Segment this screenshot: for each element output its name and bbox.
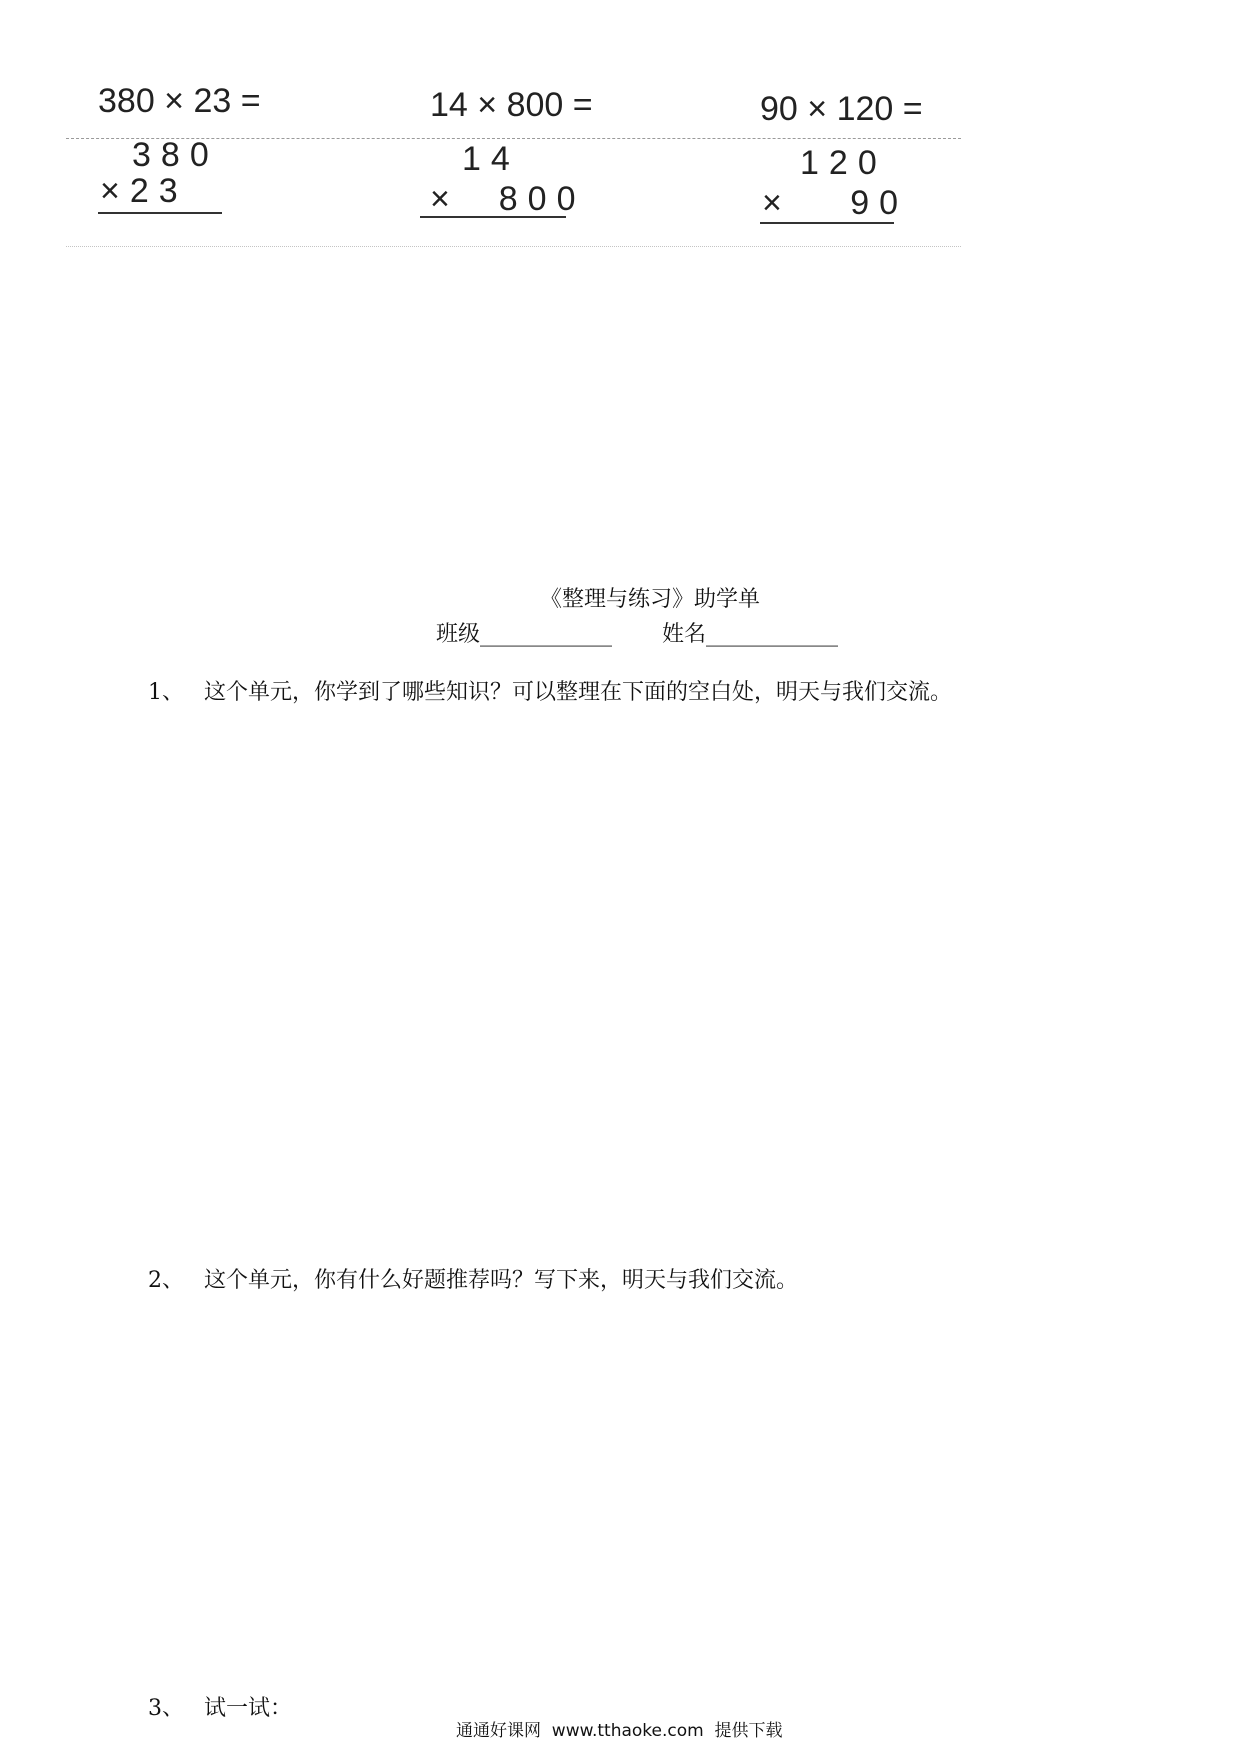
vertical-underline-3 [760,222,894,224]
class-field: 班级____________ [436,622,613,647]
name-field: 姓名____________ [662,622,839,647]
footer-credit: 通通好课网 www.tthaoke.com 提供下载 [456,1721,783,1741]
equation-1: 380 × 23 = [98,82,261,120]
question-3-number: 3、 [148,1696,184,1721]
question-1-number: 1、 [148,680,184,705]
worksheet-title: 《整理与练习》助学单 [540,587,761,612]
question-1-text: 这个单元，你学到了哪些知识？可以整理在下面的空白处，明天与我们交流。 [204,680,953,705]
vertical-bottom-2: × 800 [430,180,586,218]
question-3-text: 试一试： [204,1696,293,1721]
question-2 [134,1238,798,1294]
equation-2: 14 × 800 = [430,86,593,124]
vertical-bottom-3: × 90 [762,184,909,222]
question-3 [134,1666,292,1722]
question-1 [134,650,952,706]
vertical-top-1: 380 [132,136,219,174]
question-2-number: 2、 [148,1268,184,1293]
vertical-underline-2 [420,216,566,218]
scan-edge-line [66,246,961,247]
vertical-top-2: 14 [462,140,520,178]
vertical-bottom-1: ×23 [100,172,188,210]
vertical-underline-1 [98,212,222,214]
vertical-top-3: 120 [800,144,887,182]
equation-3: 90 × 120 = [760,90,923,128]
question-2-text: 这个单元，你有什么好题推荐吗？写下来，明天与我们交流。 [204,1268,799,1293]
